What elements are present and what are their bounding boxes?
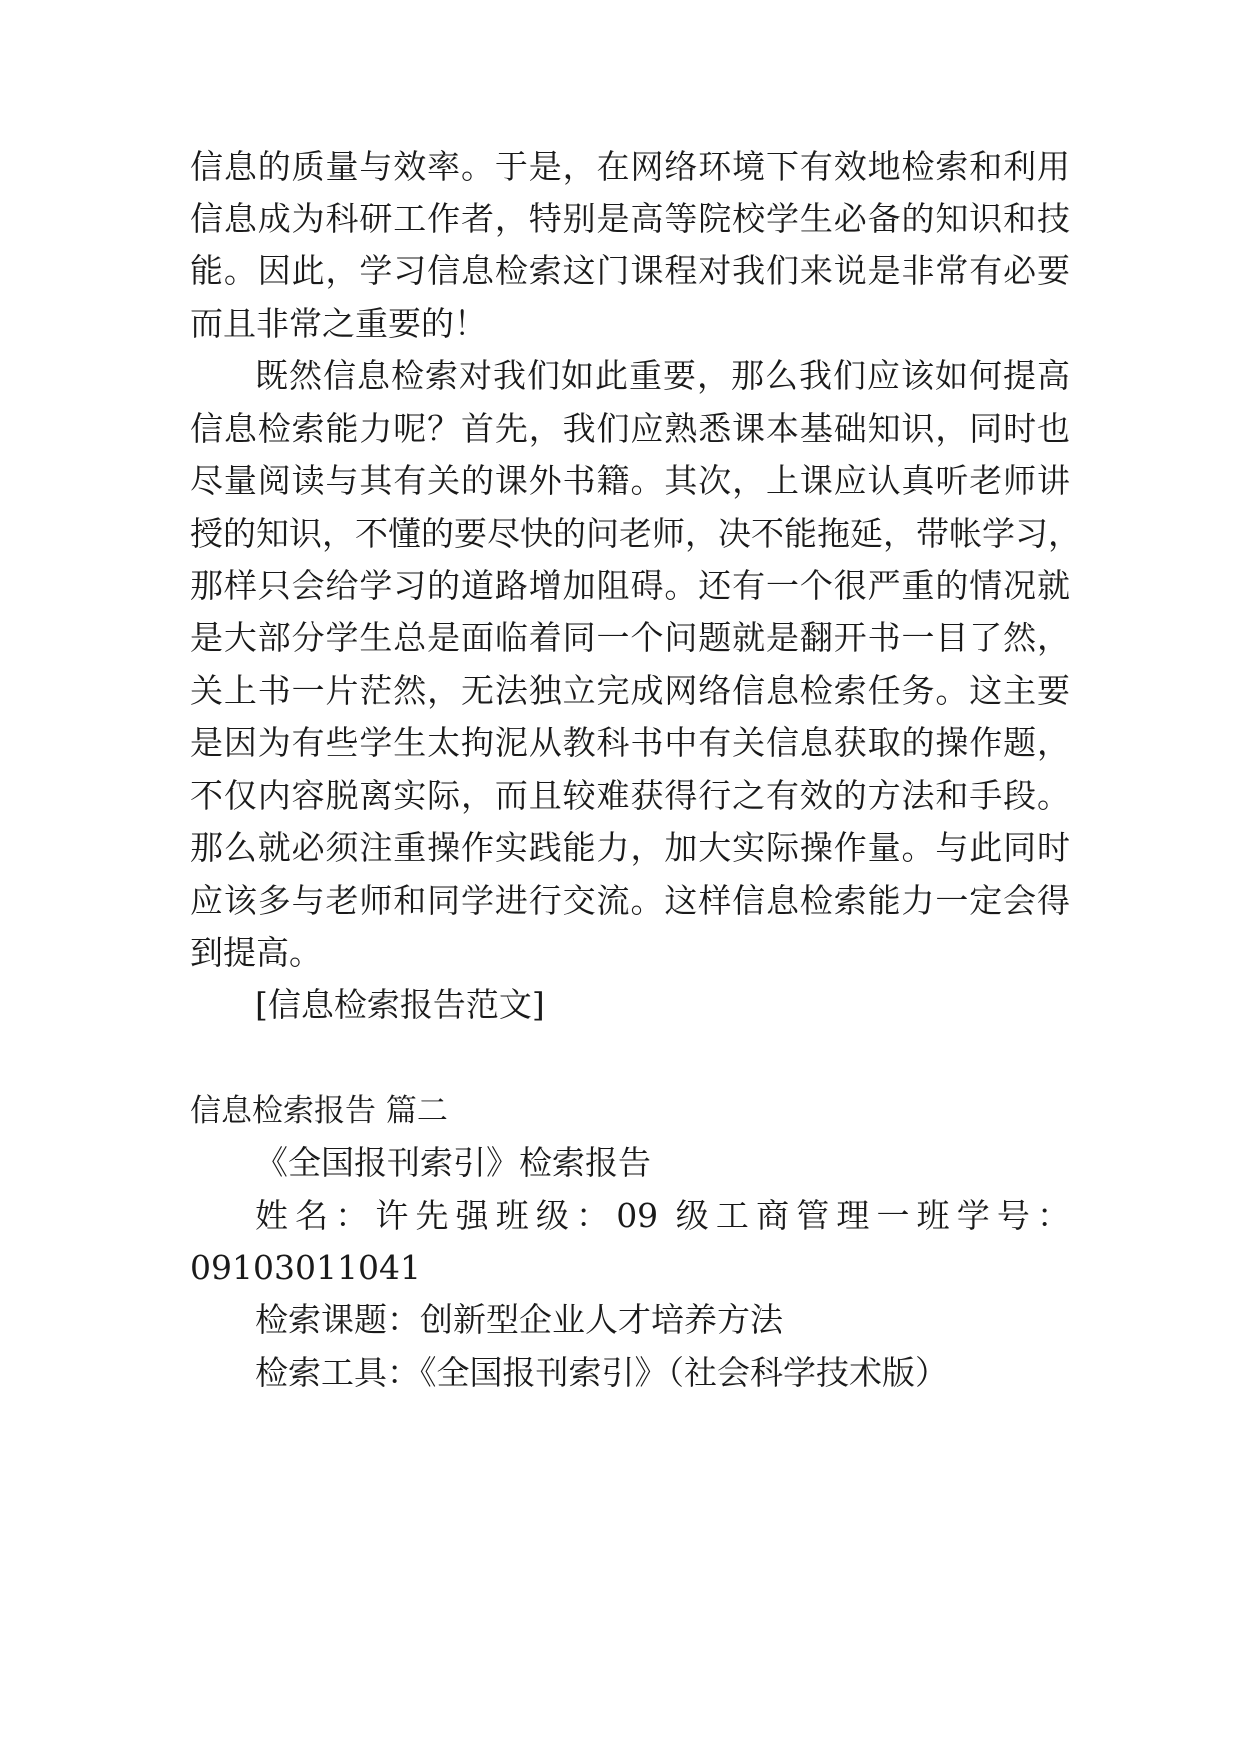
paragraph-line: 应该多与老师和同学进行交流。这样信息检索能力一定会得 xyxy=(190,881,1070,920)
paragraph-line: 尽量阅读与其有关的课外书籍。其次，上课应认真听老师讲 xyxy=(190,461,1070,500)
student-info-line: 姓名：许先强班级：09 级工商管理一班学号： xyxy=(255,1196,1070,1235)
paragraph-line: 是因为有些学生太拘泥从教科书中有关信息获取的操作题， xyxy=(190,723,1070,762)
search-topic-line: 检索课题：创新型企业人才培养方法 xyxy=(255,1300,783,1339)
paragraph-line: 不仅内容脱离实际，而且较难获得行之有效的方法和手段。 xyxy=(190,776,1070,815)
paragraph-line: 信息检索能力呢？首先，我们应熟悉课本基础知识，同时也 xyxy=(190,409,1070,448)
paragraph-line: 那么就必须注重操作实践能力，加大实际操作量。与此同时 xyxy=(190,828,1070,867)
paragraph-line: 信息的质量与效率。于是，在网络环境下有效地检索和利用 xyxy=(190,147,1070,186)
paragraph-line: 关上书一片茫然，无法独立完成网络信息检索任务。这主要 xyxy=(190,671,1070,710)
paragraph-line: 那样只会给学习的道路增加阻碍。还有一个很严重的情况就 xyxy=(190,566,1070,605)
report-sample-link[interactable]: [信息检索报告范文] xyxy=(255,985,545,1024)
paragraph-line: 是大部分学生总是面临着同一个问题就是翻开书一目了然， xyxy=(190,618,1070,657)
paragraph-line: 既然信息检索对我们如此重要，那么我们应该如何提高 xyxy=(255,356,1070,395)
paragraph-line: 授的知识，不懂的要尽快的问老师，决不能拖延，带帐学习， xyxy=(190,514,1081,553)
report-title: 《全国报刊索引》检索报告 xyxy=(255,1143,651,1182)
student-id-line: 09103011041 xyxy=(190,1248,421,1287)
paragraph-line: 信息成为科研工作者，特别是高等院校学生必备的知识和技 xyxy=(190,199,1070,238)
section-heading: 信息检索报告 篇二 xyxy=(190,1093,448,1129)
paragraph-line: 到提高。 xyxy=(190,933,322,972)
paragraph-line: 能。因此，学习信息检索这门课程对我们来说是非常有必要 xyxy=(190,251,1070,290)
paragraph-line: 而且非常之重要的！ xyxy=(190,304,487,343)
search-tool-line: 检索工具：《全国报刊索引》（社会科学技术版） xyxy=(255,1353,948,1392)
